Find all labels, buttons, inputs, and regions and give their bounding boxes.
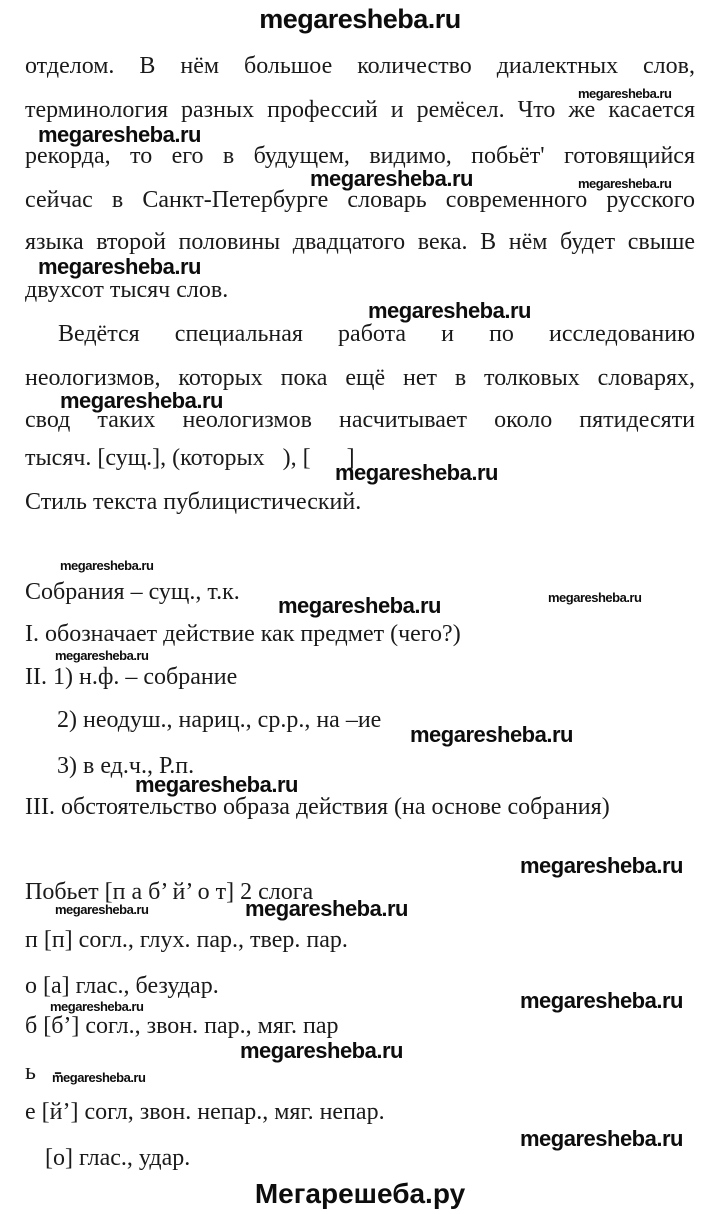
text-line: е [й’] согл, звон. непар., мяг. непар.	[25, 1099, 385, 1125]
text-line: I. обозначает действие как предмет (чего?)	[25, 621, 461, 647]
text-line: ь -	[25, 1059, 62, 1085]
text-line: языка второй половины двадцатого века. В нём будет свыше	[25, 229, 695, 255]
text-line: б [б’] согл., звон. пар., мяг. пар	[25, 1013, 339, 1039]
watermark: megaresheba.ru	[55, 902, 149, 917]
text-line: II. 1) н.ф. – собрание	[25, 664, 238, 690]
watermark: megaresheba.ru	[578, 86, 672, 101]
watermark: megaresheba.ru	[60, 388, 223, 413]
watermark: megaresheba.ru	[38, 254, 201, 279]
text-line: Побьет [п а б’ й’ о т] 2 слога	[25, 879, 314, 905]
watermark: megaresheba.ru	[578, 176, 672, 191]
text-line: тысяч. [сущ.], (которых ), [ ]	[25, 445, 355, 471]
site-header-watermark: megaresheba.ru	[259, 4, 461, 34]
watermark: megaresheba.ru	[520, 988, 683, 1013]
text-line: 2) неодуш., нариц., ср.р., на –ие	[57, 707, 382, 733]
text-line: Ведётся специальная работа и по исследованию	[58, 321, 695, 347]
text-line: отделом. В нём большое количество диалектных слов,	[25, 53, 695, 79]
watermark: megaresheba.ru	[310, 166, 473, 191]
text-line: 3) в ед.ч., Р.п.	[57, 753, 195, 779]
watermark: megaresheba.ru	[135, 772, 298, 797]
watermark: megaresheba.ru	[52, 1070, 146, 1085]
text-line: [о] глас., удар.	[45, 1145, 191, 1171]
text-line: Стиль текста публицистический.	[25, 489, 362, 515]
watermark: megaresheba.ru	[55, 648, 149, 663]
watermark: megaresheba.ru	[520, 853, 683, 878]
text-line: свод таких неологизмов насчитывает около пятидесяти	[25, 407, 695, 433]
watermark: megaresheba.ru	[520, 1126, 683, 1151]
text-line: неологизмов, которых пока ещё нет в толковых словарях,	[25, 365, 695, 391]
watermark: megaresheba.ru	[240, 1038, 403, 1063]
text-line: III. обстоятельство образа действия (на основе собрания)	[25, 794, 610, 820]
watermark: megaresheba.ru	[548, 590, 642, 605]
watermark: megaresheba.ru	[60, 558, 154, 573]
text-line: п [п] согл., глух. пар., твер. пар.	[25, 927, 348, 953]
text-line: сейчас в Санкт-Петербурге словарь современного русского	[25, 187, 695, 213]
watermark: megaresheba.ru	[278, 593, 441, 618]
watermark: megaresheba.ru	[335, 460, 498, 485]
watermark: megaresheba.ru	[410, 722, 573, 747]
text-line: Собрания – сущ., т.к.	[25, 579, 240, 605]
text-line: о [а] глас., безудар.	[25, 973, 219, 999]
text-line: двухсот тысяч слов.	[25, 277, 229, 303]
text-line: рекорда, то его в будущем, видимо, побьёт' готовящийся	[25, 143, 695, 169]
watermark: megaresheba.ru	[38, 122, 201, 147]
watermark: megaresheba.ru	[50, 999, 144, 1014]
site-footer-watermark: Мегарешеба.ру	[254, 1178, 466, 1209]
watermark: megaresheba.ru	[245, 896, 408, 921]
text-line: терминология разных профессий и ремёсел. Что же касается	[25, 97, 695, 123]
watermark: megaresheba.ru	[368, 298, 531, 323]
